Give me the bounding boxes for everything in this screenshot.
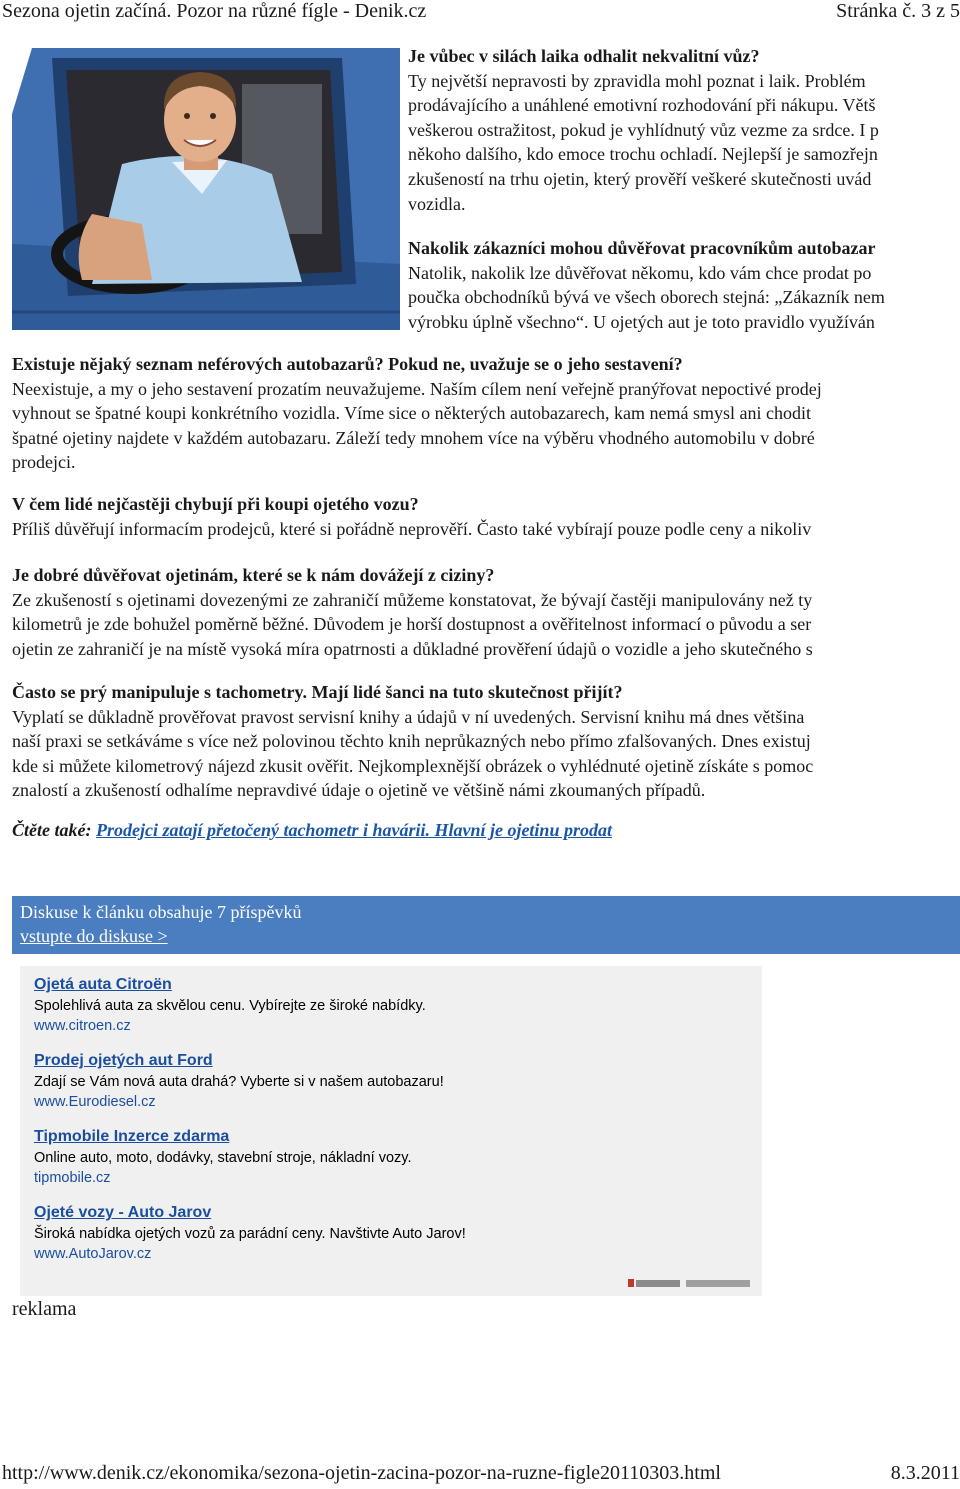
ad-url[interactable]: tipmobile.cz [34,1170,111,1186]
answer-line: Ze zkušeností s ojetinami dovezenými ze zahraničí můžeme konstatovat, že bývají častěji manipulovány než ty [12,589,813,610]
answer-line: veškerou ostražitost, pokud je vyhlídnutý vůz vezme za srdce. I p [408,119,879,140]
answer-line: prodejci. [12,452,76,473]
article-q2 [408,236,960,336]
article-q3 [12,352,960,476]
ad-title[interactable]: Ojetá auta Citroën [34,976,172,993]
answer-line: vozidla. [408,193,466,214]
ad-description: Široká nabídka ojetých vozů za parádní ceny. Navštivte Auto Jarov! [34,1226,466,1242]
ad-item [34,976,426,1034]
discussion-count-text: Diskuse k článku obsahuje 7 příspěvků [20,902,302,922]
ad-url[interactable]: www.Eurodiesel.cz [34,1094,156,1110]
ad-url[interactable]: www.AutoJarov.cz [34,1246,152,1262]
answer-line: výrobku úplně všechno“. U ojetých aut je toto pravidlo využíván [408,311,875,332]
article-q1 [408,44,960,216]
answer-line: poučka obchodníků bývá ve všech oborech stejná: „Zákazník nem [408,287,885,308]
ad-item [34,1128,411,1186]
ad-description: Spolehlivá auta za skvělou cenu. Vybírejte ze široké nabídky. [34,998,426,1014]
ads-box [20,966,762,1296]
page-url: http://www.denik.cz/ekonomika/sezona-ojetin-zacina-pozor-na-ruzne-figle20110303.html [2,1462,721,1484]
article-q5 [12,563,960,663]
answer-line: špatné ojetiny najdete v každém autobazaru. Záleží tedy mnohem více na výběru vhodného automobilu v dobré [12,427,815,448]
reklama-label: reklama [12,1298,77,1320]
seznam-reklama-logo [628,1276,754,1290]
ad-description: Online auto, moto, dodávky, stavební stroje, nákladní vozy. [34,1150,412,1166]
ad-item [34,1204,466,1262]
page-header-title: Sezona ojetin začíná. Pozor na různé fígle - Denik.cz [2,0,427,22]
answer-line: znalostí a zkušeností odhalíme nepravdivé údaje o ojetině ve většině námi zkoumaných případů. [12,780,706,801]
answer-line: ojetin ze zahraničí je na místě vysoká míra opatrnosti a důkladné prověření údajů o vozidle a jeho skutečného s [12,638,813,659]
article-photo [12,44,400,330]
question-heading: Existuje nějaký seznam neférových autobazarů? Pokud ne, uvažuje se o jeho sestavení? [12,354,683,374]
answer-line: někoho dalšího, kdo emoce trochu ochladí. Nejlepší je samozřejn [408,144,878,165]
ad-title[interactable]: Ojeté vozy - Auto Jarov [34,1204,212,1221]
article-q4 [12,492,960,544]
answer-line: kilometrů je zde bohužel poměrně běžné. Důvodem je horší dostupnost a ověřitelnost informací o původu a ser [12,614,812,635]
ad-title[interactable]: Tipmobile Inzerce zdarma [34,1128,230,1145]
question-heading: Často se prý manipuluje s tachometry. Mají lidé šanci na tuto skutečnost přijít? [12,682,623,702]
answer-line: Vyplatí se důkladně prověřovat pravost servisní knihy a údajů v ní uvedených. Servisní knihu má dnes většina [12,706,805,727]
answer-line: Příliš důvěřují informacím prodejců, které si pořádně neprověří. Často také vybírají pouze podle ceny a nikoliv [12,518,812,539]
question-heading: Nakolik zákazníci mohou důvěřovat pracovníkům autobazar [408,238,876,258]
ad-item [34,1052,444,1110]
answer-line: prodávajícího a unáhlené emotivní rozhodování při nákupu. Větš [408,95,876,116]
answer-line: kde si můžete kilometrový nájezd zkusit ověřit. Nejkomplexnější obrázek o vyhlédnuté ojetině získáte s pomoc [12,755,814,776]
question-heading: V čem lidé nejčastěji chybují při koupi ojetého vozu? [12,494,419,514]
ad-description: Zdají se Vám nová auta drahá? Vyberte si v našem autobazaru! [34,1074,444,1090]
answer-line: zkušeností na trhu ojetin, který prověří veškeré skutečnosti uvád [408,168,872,189]
article-q6 [12,680,960,804]
discussion-bar [12,896,960,954]
ad-url[interactable]: www.citroen.cz [34,1018,131,1034]
read-also-label: Čtěte také: [12,820,92,840]
read-also-link[interactable]: Prodejci zatají přetočený tachometr i havárii. Hlavní je ojetinu prodat [95,820,612,840]
answer-line: naší praxi se setkáváme s více než polovinou těchto knih neprůkazných nebo přímo zfalšovaných. Dnes existuj [12,731,811,752]
page-date: 8.3.2011 [890,1462,960,1484]
page-number: Stránka č. 3 z 5 [836,0,960,22]
answer-line: vyhnout se špatné koupi konkrétního vozidla. Víme sice o některých autobazarech, kam nemá smysl ani chodit [12,403,811,424]
read-also [12,820,612,841]
answer-line: Neexistuje, a my o jeho sestavení prozatím neuvažujeme. Naším cílem není veřejně pranýřovat nepoctivé prodej [12,378,822,399]
answer-line: Ty největší nepravosti by zpravidla mohl poznat i laik. Problém [408,70,866,91]
discussion-link[interactable]: vstupte do diskuse > [20,926,168,946]
question-heading: Je dobré důvěřovat ojetinám, které se k nám dovážejí z ciziny? [12,565,495,585]
ad-title[interactable]: Prodej ojetých aut Ford [34,1052,213,1069]
answer-line: Natolik, nakolik lze důvěřovat někomu, kdo vám chce prodat po [408,262,872,283]
question-heading: Je vůbec v silách laika odhalit nekvalitní vůz? [408,46,760,66]
